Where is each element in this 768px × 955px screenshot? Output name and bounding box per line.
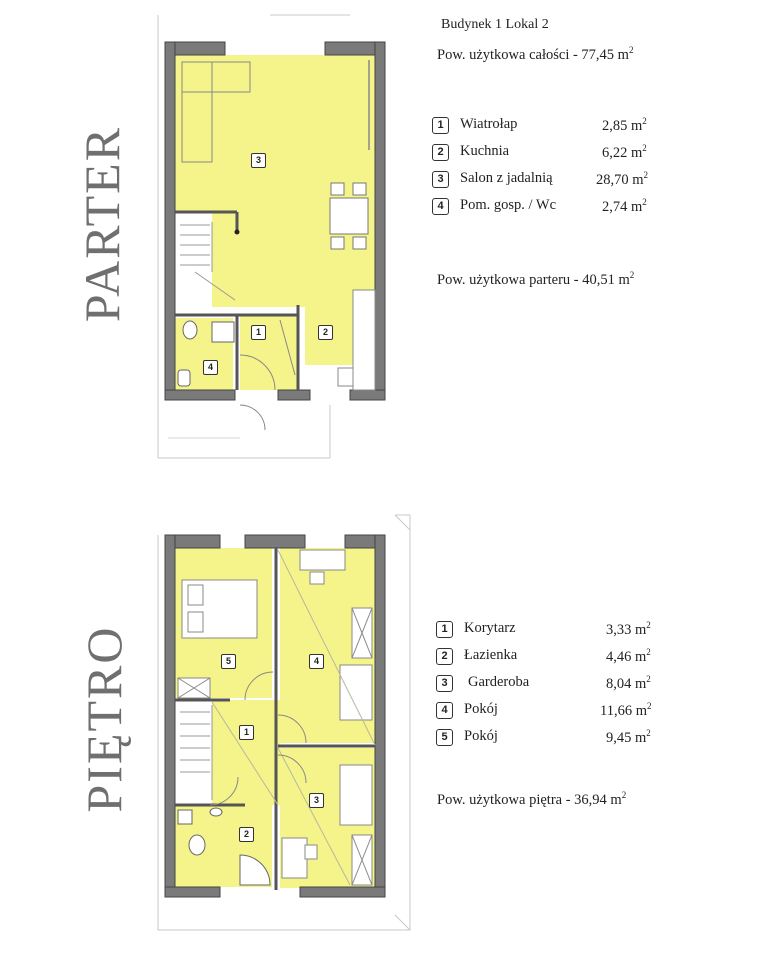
legend-room-area: 2,85 $m^2$ <box>602 116 647 134</box>
legend-room-area: 3,33 $m^2$ <box>606 620 651 638</box>
legend-room-area: 2,74 $m^2$ <box>602 197 647 215</box>
parter-legend <box>432 117 662 217</box>
legend-room-area: 8,04 $m^2$ <box>606 674 651 692</box>
building-title: Budynek 1 Lokal 2 <box>441 17 549 32</box>
legend-room-name: Garderoba <box>468 674 530 690</box>
legend-room-area: 28,70 $m^2$ <box>596 170 649 188</box>
legend-row <box>436 702 666 722</box>
legend-room-name: Pom. gosp. / Wc <box>460 197 556 213</box>
legend-row <box>432 171 662 191</box>
pietro-tag-2: 2 <box>239 827 254 842</box>
legend-row <box>432 117 662 137</box>
pietro-tag-1: 1 <box>239 725 254 740</box>
legend-number: 2 <box>436 648 453 665</box>
legend-room-area: 11,66 $m^2$ <box>600 701 652 719</box>
parter-tag-4: 4 <box>203 360 218 375</box>
legend-number: 3 <box>436 675 453 692</box>
legend-room-name: Pokój <box>464 728 498 744</box>
legend-number: 4 <box>436 702 453 719</box>
legend-room-area: 4,46 $m^2$ <box>606 647 651 665</box>
parter-tag-2: 2 <box>318 325 333 340</box>
legend-room-name: Salon z jadalnią <box>460 170 553 186</box>
legend-room-area: 9,45 $m^2$ <box>606 728 651 746</box>
pietro-floor-label: PIĘTRO <box>76 625 132 813</box>
legend-room-name: Wiatrołap <box>460 116 518 132</box>
legend-number: 4 <box>432 198 449 215</box>
salon-fill <box>175 55 375 212</box>
legend-number: 5 <box>436 729 453 746</box>
total-area: Pow. użytkowa całości - 77,45 $m^2$ <box>437 45 634 63</box>
parter-summary: Pow. użytkowa parteru - 40,51 $m^2$ <box>437 270 635 288</box>
pietro-tag-5: 5 <box>221 654 236 669</box>
legend-number: 1 <box>436 621 453 638</box>
legend-number: 1 <box>432 117 449 134</box>
legend-row <box>436 729 666 749</box>
legend-row <box>432 198 662 218</box>
parter-tag-1: 1 <box>251 325 266 340</box>
pietro-tag-3: 3 <box>309 793 324 808</box>
parter-floor-label: PARTER <box>74 125 130 323</box>
legend-row <box>436 648 666 668</box>
legend-room-name: Kuchnia <box>460 143 510 159</box>
legend-room-name: Korytarz <box>464 620 516 636</box>
legend-row <box>436 675 666 695</box>
parter-plan <box>158 15 385 458</box>
pietro-summary: Pow. użytkowa piętra - 36,94 $m^2$ <box>437 790 627 808</box>
legend-row <box>432 144 662 164</box>
legend-number: 3 <box>432 171 449 188</box>
legend-number: 2 <box>432 144 449 161</box>
legend-row <box>436 621 666 641</box>
pietro-legend <box>436 621 666 751</box>
pietro-tag-4: 4 <box>309 654 324 669</box>
legend-room-name: Łazienka <box>464 647 518 663</box>
legend-room-area: 6,22 $m^2$ <box>602 143 647 161</box>
legend-room-name: Pokój <box>464 701 498 717</box>
pietro-plan <box>158 515 410 930</box>
parter-tag-3: 3 <box>251 153 266 168</box>
